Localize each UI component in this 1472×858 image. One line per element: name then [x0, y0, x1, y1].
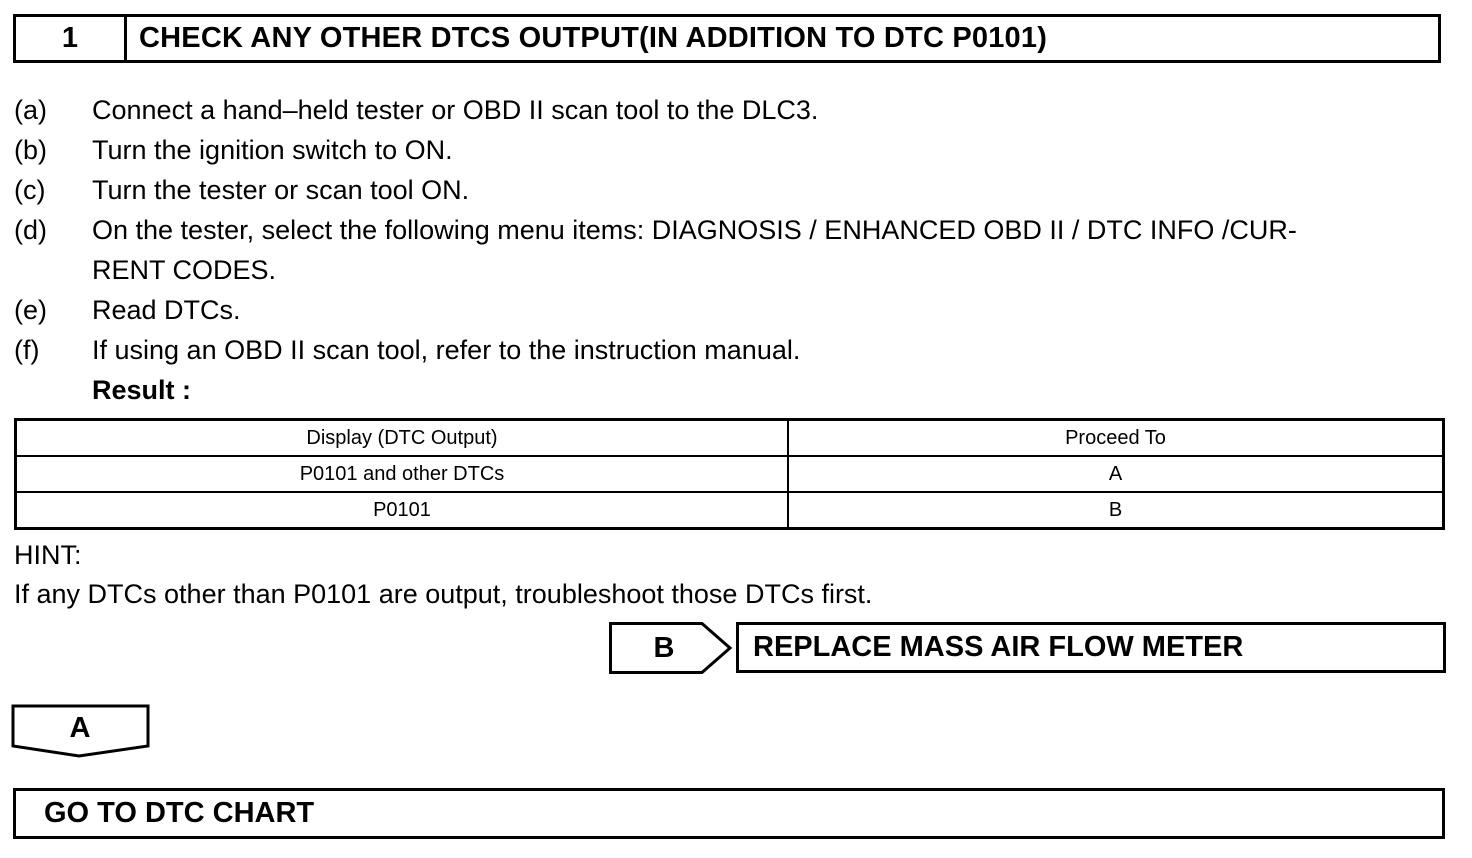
instruction-text: Turn the ignition switch to ON. — [92, 135, 453, 165]
instruction-continuation — [14, 250, 1454, 290]
instruction-text: On the tester, select the following menu items: DIAGNOSIS / ENHANCED OBD II / DTC INFO /CUR- — [92, 215, 1297, 245]
instruction-list — [14, 90, 1454, 370]
branch-a-action: GO TO DTC CHART — [13, 788, 1445, 839]
step-header — [13, 14, 1441, 63]
instruction-label: (d) — [14, 215, 47, 245]
instruction-item — [14, 170, 1454, 210]
table-header-cell: Proceed To — [788, 420, 1444, 457]
branch-b-action: REPLACE MASS AIR FLOW METER — [736, 622, 1446, 673]
instruction-label: (a) — [14, 95, 47, 125]
table-row — [16, 456, 1444, 492]
instruction-text: Connect a hand–held tester or OBD II scan tool to the DLC3. — [92, 95, 819, 125]
table-cell: A — [788, 456, 1444, 492]
instruction-item — [14, 130, 1454, 170]
result-label: Result : — [92, 375, 192, 405]
instruction-text: Read DTCs. — [92, 295, 241, 325]
table-row — [16, 492, 1444, 529]
table-cell: P0101 — [16, 492, 789, 529]
step-number: 1 — [16, 17, 127, 60]
instruction-text: RENT CODES. — [92, 255, 277, 285]
instruction-label: (e) — [14, 295, 47, 325]
hint-text: If any DTCs other than P0101 are output, troubleshoot those DTCs first. — [14, 579, 873, 609]
result-table — [14, 418, 1445, 530]
instruction-text: Turn the tester or scan tool ON. — [92, 175, 470, 205]
branch-b-label: B — [653, 631, 675, 664]
instruction-text: If using an OBD II scan tool, refer to the instruction manual. — [92, 335, 801, 365]
instruction-label: (b) — [14, 135, 47, 165]
instruction-item — [14, 210, 1454, 250]
instruction-label: (c) — [14, 175, 46, 205]
instruction-label: (f) — [14, 335, 40, 365]
table-cell: P0101 and other DTCs — [16, 456, 789, 492]
instruction-item — [14, 330, 1454, 370]
step-title: CHECK ANY OTHER DTCS OUTPUT(IN ADDITION TO DTC P0101) — [139, 22, 1048, 54]
hint-label: HINT: — [14, 540, 82, 570]
branch-a-label: A — [69, 711, 91, 744]
instruction-item — [14, 290, 1454, 330]
table-header-row — [16, 420, 1444, 457]
table-header-cell: Display (DTC Output) — [16, 420, 789, 457]
instruction-item — [14, 90, 1454, 130]
instruction-label-empty — [14, 250, 92, 290]
table-cell: B — [788, 492, 1444, 529]
